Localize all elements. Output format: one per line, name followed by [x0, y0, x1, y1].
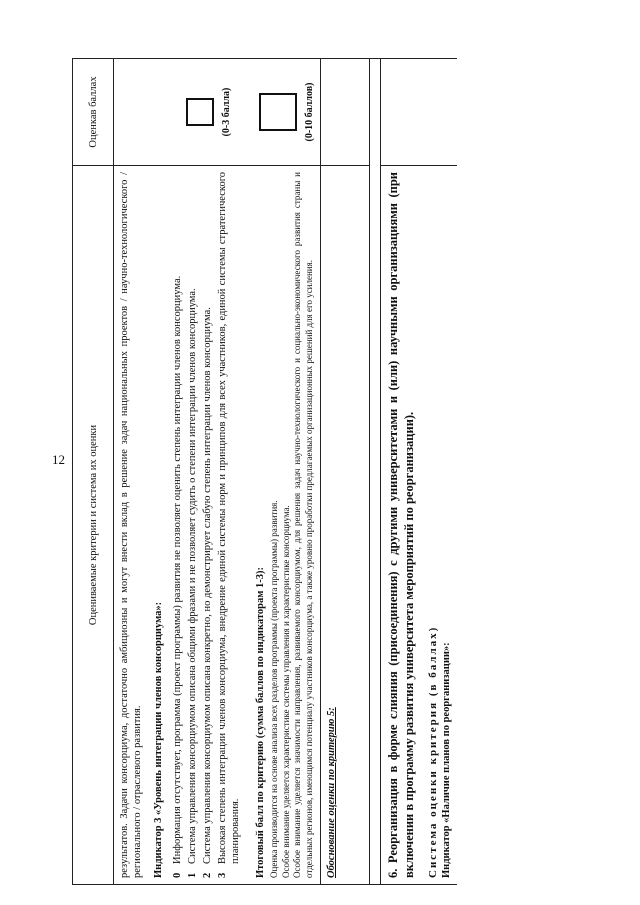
page-number: 12 [52, 452, 65, 467]
total-line-3: Особое внимание уделяется значимости направления, развиваемого консорциумом, для решения задач научно-технологического и социально-экономического развития страны и отдельных регионов, имеющимся потенциалу участников консорциума, а также уровню проработки предлагаемых организационных решений для его усиления. [292, 172, 314, 878]
table-header-row [73, 59, 114, 885]
score-box-total[interactable] [259, 93, 297, 131]
criterion6-content-row [381, 59, 458, 885]
level-row [171, 172, 184, 878]
total-line-1: Оценка производится на основе анализа всех разделов программы (проекта программы) развития. [269, 500, 279, 878]
justification-score-cell [321, 59, 370, 166]
total-points: (0-10 баллов) [304, 82, 315, 142]
criterion6-cell [381, 166, 458, 885]
criterion6-system: Система оценки критерия (в баллах) [427, 625, 439, 878]
total-title: Итоговый балл по критерию (сумма баллов по индикаторам 1-3): [255, 567, 266, 878]
level-number: 1 [187, 872, 198, 878]
level-text: Система управления консорциумом описана конкретно, но демонстрирует слабую степень интеграции членов консорциума. [202, 307, 213, 864]
criterion6-indicator: Индикатор «Наличие планов по реорганизации»: [441, 642, 452, 878]
level-number: 2 [202, 872, 213, 878]
level-row [186, 172, 199, 878]
justification-row [321, 59, 370, 885]
score-box-indicator3[interactable] [186, 98, 214, 126]
rotated-page [72, 76, 582, 885]
level-number: 3 [217, 872, 228, 878]
level-number: 0 [172, 872, 183, 878]
criterion6-title: 6. Реорганизация в форме слияния (присоединения) с другими университетами и (или) научными организациями (при включении в программу развития университета мероприятий по реорганизации). [386, 172, 416, 878]
justification-label: Обоснование оценки по критерию 5: [326, 707, 337, 878]
top-text: результатов. Задачи консорциума, достаточно амбициозны и могут внести вклад в решение задач национальных проектов / научно-технологического / регионального / отраслевого развития. [119, 172, 143, 878]
criteria-table [72, 58, 457, 885]
level-row [216, 172, 242, 878]
score-cell [114, 59, 321, 166]
total-line-2: Особое внимание уделяется характеристике системы управления и характеристике консорциума. [280, 505, 291, 878]
indicator3-points: (0-3 балла) [221, 87, 232, 137]
header-criteria: Оцениваемые критерии и система их оценки [73, 166, 114, 885]
criterion6-score-cell [381, 59, 458, 166]
criterion5-row [114, 59, 321, 885]
criterion6-row [370, 59, 381, 885]
justification-cell [321, 166, 370, 885]
level-text: Информация отсутствует, программа (проект программы) развития не позволяет оценить степень интеграции членов консорциума. [172, 275, 183, 864]
criterion5-cell [114, 166, 321, 885]
spacer-cell [370, 59, 381, 885]
header-score: Оценкав баллах [73, 59, 114, 166]
indicator3-title: Индикатор 3 «Уровень интеграции членов консорциума»: [153, 601, 164, 878]
level-text: Высокая степень интеграции членов консорциума, внедрение единой системы норм и принципов для всех участников, единой системы стратегического планирования. [217, 172, 241, 864]
level-row [201, 172, 214, 878]
level-text: Система управления консорциумом описана общими фразами и не позволяет судить о степени интеграции членов консорциума. [187, 288, 198, 864]
